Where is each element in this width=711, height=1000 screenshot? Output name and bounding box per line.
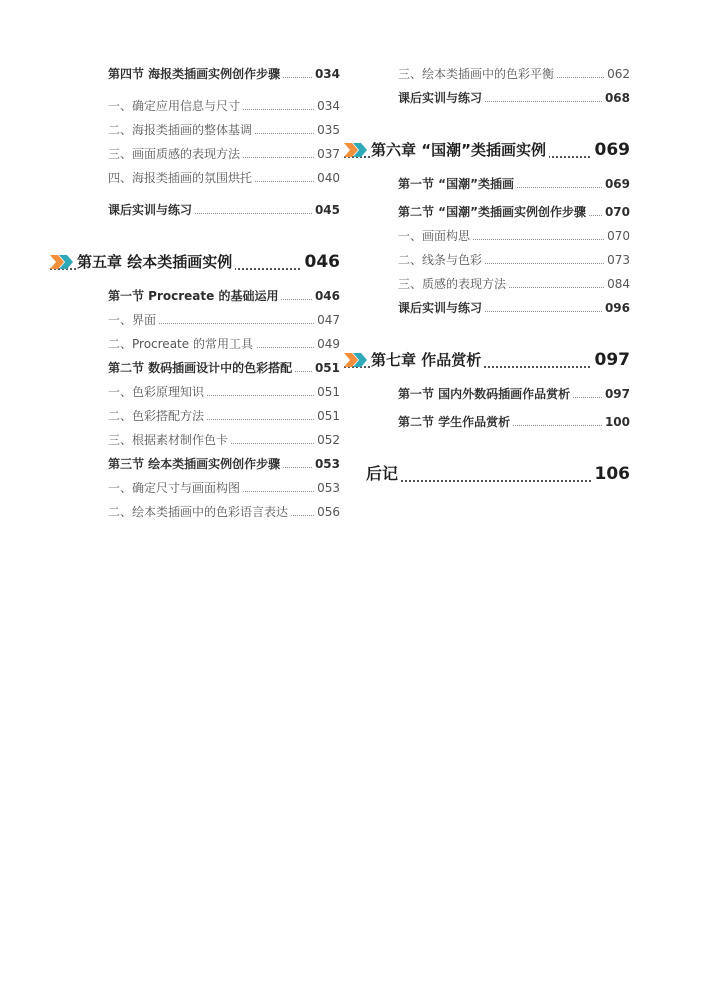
toc-entry[interactable] xyxy=(398,62,630,86)
toc-entry[interactable] xyxy=(398,382,630,406)
toc-entry-page: 100 xyxy=(602,410,630,434)
toc-chapter-5[interactable] xyxy=(50,248,340,276)
toc-entry-title: 第二节 学生作品赏析 xyxy=(398,410,513,434)
toc-entry-page: 084 xyxy=(604,272,630,296)
toc-entry[interactable] xyxy=(398,172,630,196)
toc-entry-page: 053 xyxy=(314,476,340,500)
toc-entry[interactable] xyxy=(398,200,630,224)
toc-entry-page: 037 xyxy=(314,142,340,166)
afterword-title: 后记 xyxy=(366,460,401,488)
toc-entry-title: 第三节 绘本类插画实例创作步骤 xyxy=(108,452,283,476)
toc-entry-title: 一、确定应用信息与尺寸 xyxy=(108,94,243,118)
toc-entry[interactable] xyxy=(108,404,340,428)
toc-entry[interactable] xyxy=(398,86,630,110)
toc-left-column xyxy=(50,62,340,524)
leader-dots xyxy=(366,480,630,482)
toc-entry-page: 046 xyxy=(312,284,340,308)
toc-entry-title: 第二节 数码插画设计中的色彩搭配 xyxy=(108,356,295,380)
toc-entry[interactable] xyxy=(108,428,340,452)
toc-entry-title: 三、画面质感的表现方法 xyxy=(108,142,243,166)
double-chevron-right-icon xyxy=(50,255,74,269)
toc-entry-title: 三、绘本类插画中的色彩平衡 xyxy=(398,62,557,86)
toc-entry[interactable] xyxy=(108,284,340,308)
toc-entry-page: 052 xyxy=(314,428,340,452)
toc-entry[interactable] xyxy=(108,476,340,500)
toc-entry-page: 062 xyxy=(604,62,630,86)
toc-entry-page: 068 xyxy=(602,86,630,110)
double-chevron-right-icon xyxy=(344,353,368,367)
toc-entry-title: 课后实训与练习 xyxy=(398,296,485,320)
toc-block xyxy=(108,62,340,222)
toc-entry-page: 056 xyxy=(314,500,340,524)
toc-entry[interactable] xyxy=(108,118,340,142)
toc-entry-page: 097 xyxy=(602,382,630,406)
toc-entry-title: 二、色彩搭配方法 xyxy=(108,404,207,428)
toc-entry[interactable] xyxy=(108,500,340,524)
toc-entry-title: 第二节 “国潮”类插画实例创作步骤 xyxy=(398,200,589,224)
toc-entry-page: 051 xyxy=(312,356,340,380)
toc-entry-page: 070 xyxy=(602,200,630,224)
toc-entry-title: 课后实训与练习 xyxy=(108,198,195,222)
toc-entry-page: 035 xyxy=(314,118,340,142)
toc-entry[interactable] xyxy=(398,296,630,320)
toc-entry-page: 053 xyxy=(312,452,340,476)
afterword-page: 106 xyxy=(592,460,631,488)
toc-entry[interactable] xyxy=(108,198,340,222)
toc-entry-title: 一、确定尺寸与画面构图 xyxy=(108,476,243,500)
toc-entry-title: 一、色彩原理知识 xyxy=(108,380,207,404)
toc-entry-page: 040 xyxy=(314,166,340,190)
toc-entry[interactable] xyxy=(108,94,340,118)
toc-entry-page: 047 xyxy=(314,308,340,332)
toc-entry-page: 073 xyxy=(604,248,630,272)
toc-entry-title: 第一节 “国潮”类插画 xyxy=(398,172,517,196)
toc-entry[interactable] xyxy=(108,166,340,190)
toc-entry[interactable] xyxy=(108,452,340,476)
toc-entry-title: 二、线条与色彩 xyxy=(398,248,485,272)
toc-entry-title: 二、海报类插画的整体基调 xyxy=(108,118,255,142)
toc-entry-title: 四、海报类插画的氛围烘托 xyxy=(108,166,255,190)
toc-entry-page: 045 xyxy=(312,198,340,222)
toc-entry-title: 一、界面 xyxy=(108,308,159,332)
toc-entry-page: 069 xyxy=(602,172,630,196)
chapter-title: 第六章 “国潮”类插画实例 xyxy=(371,136,549,164)
toc-entry[interactable] xyxy=(108,62,340,86)
toc-entry-title: 第一节 Procreate 的基础运用 xyxy=(108,284,281,308)
toc-entry-page: 034 xyxy=(312,62,340,86)
toc-entry-title: 课后实训与练习 xyxy=(398,86,485,110)
toc-chapter-6[interactable] xyxy=(344,136,630,164)
toc-entry-page: 051 xyxy=(314,404,340,428)
toc-entry-title: 二、Procreate 的常用工具 xyxy=(108,332,256,356)
toc-entry-title: 三、质感的表现方法 xyxy=(398,272,509,296)
toc-entry-page: 034 xyxy=(314,94,340,118)
chapter-title: 第五章 绘本类插画实例 xyxy=(77,248,235,276)
toc-entry-title: 第一节 国内外数码插画作品赏析 xyxy=(398,382,573,406)
toc-entry-page: 049 xyxy=(314,332,340,356)
toc-right-column xyxy=(344,62,630,488)
chapter-page: 069 xyxy=(592,136,631,164)
toc-block xyxy=(398,172,630,320)
toc-afterword[interactable] xyxy=(366,460,630,488)
toc-block xyxy=(108,284,340,524)
toc-entry[interactable] xyxy=(398,272,630,296)
toc-entry-title: 第四节 海报类插画实例创作步骤 xyxy=(108,62,283,86)
toc-block xyxy=(398,62,630,110)
chapter-title: 第七章 作品赏析 xyxy=(371,346,484,374)
toc-entry[interactable] xyxy=(398,248,630,272)
toc-entry-title: 一、画面构思 xyxy=(398,224,473,248)
toc-entry[interactable] xyxy=(108,356,340,380)
toc-entry-title: 二、绘本类插画中的色彩语言表达 xyxy=(108,500,291,524)
toc-entry-page: 096 xyxy=(602,296,630,320)
chapter-page: 097 xyxy=(592,346,631,374)
chapter-page: 046 xyxy=(302,248,341,276)
double-chevron-right-icon xyxy=(344,143,368,157)
toc-entry[interactable] xyxy=(108,308,340,332)
toc-entry[interactable] xyxy=(108,332,340,356)
toc-entry[interactable] xyxy=(398,224,630,248)
toc-entry[interactable] xyxy=(398,410,630,434)
toc-entry-title: 三、根据素材制作色卡 xyxy=(108,428,231,452)
toc-entry-page: 051 xyxy=(314,380,340,404)
toc-block xyxy=(398,382,630,434)
toc-entry-page: 070 xyxy=(604,224,630,248)
toc-chapter-7[interactable] xyxy=(344,346,630,374)
toc-entry[interactable] xyxy=(108,142,340,166)
toc-entry[interactable] xyxy=(108,380,340,404)
